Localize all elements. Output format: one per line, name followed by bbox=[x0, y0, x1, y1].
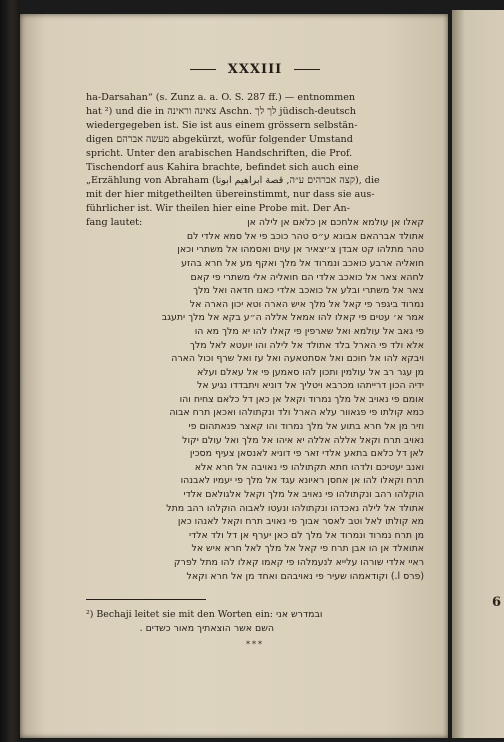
hebrew-line: ואנב יעטיכם ולדהו חתא תקתולהו פי נאויבה אל חרא אלא bbox=[194, 461, 424, 473]
hebrew-line: אתואלד אן הו אבן תרח פי קאל אל מלך לאל חרא איש אל bbox=[191, 543, 424, 555]
footnote-hebrew-1: ובמדרש אני bbox=[275, 609, 323, 621]
hebrew-line: צאר אל משתרי ובלע אל כואכב אלדי כאנו חדאה ואל מלך bbox=[193, 285, 424, 297]
hebrew-line: קאלו אן עולמא אלחכם אן כלאם אן לילה אן bbox=[247, 217, 424, 229]
hebrew-line: אומם פי נאויב אל מלך נמרוד וקאל אן כאן דל כלאם צחיח והו bbox=[179, 393, 424, 405]
german-line: „Erzählung von Abraham (קצה אברהים ע״ה, قصة ابراهيم ابونا), die bbox=[86, 175, 380, 187]
hebrew-line: טהר מתלהו קט אבדן צ׳יצאיר אן עוים ואסמהו אל משתרי וכאן bbox=[177, 244, 424, 256]
page-number-roman: XXXIII bbox=[227, 62, 283, 77]
hebrew-line: וזיר מן אל חרא בתוע אל מלך נמרוד והו קאצר פנאתהום פי bbox=[188, 421, 424, 433]
hebrew-line: מן עגר רב אל עולמין ותכון להו סאמען פי אל עאלם ועלא bbox=[197, 366, 424, 378]
footnote-prefix: ²) Bechaji leitet sie mit den Worten ein: bbox=[86, 609, 273, 621]
german-line: hat ²) und die in צאינה וראינה Aschn. לך לך jüdisch-deutsch bbox=[86, 105, 356, 117]
german-line: digen מעשה אברהם abgekürzt, wofür folgender Umstand bbox=[86, 133, 353, 145]
left-page bbox=[20, 14, 448, 738]
german-line: ha-Darsahan“ (s. Zunz a. a. O. S. 287 ff.) — entnommen bbox=[86, 92, 356, 103]
hebrew-line: אמר א׳ עטים פי קאלו להו אמאל אללה ה״ע בקא אל מלך יתעגב bbox=[161, 312, 424, 324]
hebrew-line: לאן דל כלאם בתאע אלדי זאר פי דוניא לאנסאן צעיף מסכין bbox=[189, 448, 424, 460]
hebrew-line: נמרוד ביגפר פי קאל אל מלך איש הארה וטא יכון הארה אל bbox=[189, 298, 424, 310]
header-rule-right bbox=[294, 69, 320, 70]
german-text bbox=[86, 91, 424, 230]
hebrew-line: כמא קולתו פי פגאוור עלא הארל ולד ונקתולהו ואכאן תרח אבוה bbox=[169, 407, 424, 419]
german-line: wiedergegeben ist. Sie ist aus einem grössern selbstän- bbox=[86, 119, 358, 131]
hebrew-line: אלא ולד פי הארל בלד אתולד אל לילה והו יועטא לאל מלך bbox=[189, 339, 424, 351]
footnote-stars: *** bbox=[246, 640, 264, 650]
hebrew-line: הוקלהו רהב ונקתולהו פי נאויב אל מלך וקאל אלגולאם אלדי bbox=[183, 489, 424, 501]
hebrew-line: (פרס l.) וקודאמהו שעיר פי נאויבהם ואחד מן אל חרא וקאל bbox=[186, 570, 424, 582]
book-spine bbox=[0, 0, 20, 742]
hebrew-line: לחהא צאר אל כואכב אלדי הם חואליה אלי משתרי פי קאם bbox=[190, 271, 424, 283]
hebrew-line: אתולד אל לילה נאכדהו ונקתולהו ונעטו לאבוה הוקלהו רהב מתל bbox=[166, 502, 424, 514]
hebrew-text bbox=[86, 216, 424, 583]
hebrew-line: ידיה הכון דרייתהו מכרבא ויטליך אל דוניא ויתבדדו נגיע אל bbox=[197, 380, 424, 392]
footnote-line-2 bbox=[86, 622, 424, 636]
hebrew-line: תרח וקאלו להו אן אחסן ראיונא עגד אל מלך פי יעמיו לאבנהו bbox=[180, 475, 424, 487]
hebrew-line: פי גאב אל עולמא ואל שארפין פי קאלו להו יא מלך מא הו bbox=[194, 325, 424, 337]
footnote-rule bbox=[86, 599, 206, 600]
german-line: Tischendorf aus Kahira brachte, befindet sich auch eine bbox=[86, 161, 359, 173]
german-line: mit der hier mitgetheilten übereinstimmt, nur dass sie aus- bbox=[86, 189, 375, 201]
footnote-line-1 bbox=[86, 608, 424, 622]
german-line: fang lautet: bbox=[86, 217, 143, 229]
hebrew-line: ראיי אלדי שורהו עלייא לנעמלהו פי קאמו קאלו להו מתל לפרק bbox=[173, 557, 424, 569]
hebrew-line: מן תרח נמרוד ונמרוד אל מלך לם כאן יערף אן דל ולד אלדי bbox=[189, 529, 424, 541]
german-line: spricht. Unter den arabischen Handschriften, die Prof. bbox=[86, 147, 353, 159]
right-page-edge bbox=[452, 10, 504, 738]
german-line: führlicher ist. Wir theilen hier eine Probe mit. Der An- bbox=[86, 203, 350, 215]
footnote-hebrew-2: השם אשר הוצאתיך מאור כשדים . bbox=[139, 623, 274, 635]
hebrew-line: מא קולתו לאל וטב לאסר אבוך פי נאויב תרח וקאל לאנהו כאן bbox=[177, 516, 424, 528]
page-content bbox=[86, 62, 424, 652]
hebrew-line: נאויב תרח וקאל אללה אללה יא איהו אל מלך ואל עולם יקול bbox=[182, 434, 424, 446]
right-page-mark: 6 bbox=[492, 595, 502, 610]
hebrew-line: חואליה ארבע כואכב ונמרוד אל מלך ואקף מע אל חרא בהזע bbox=[181, 257, 424, 269]
hebrew-line: ויבקא להו אל חוכם ואל אסתטאעה ואל עז ואל שרף וכול הארה bbox=[171, 353, 424, 365]
page-header bbox=[86, 62, 424, 77]
hebrew-line: אתולד אברהאם אבונא ע״ס טהר כוכב פי אל סמא אלדי לם bbox=[186, 230, 424, 242]
footnote bbox=[86, 608, 424, 652]
header-rule-left bbox=[190, 69, 216, 70]
